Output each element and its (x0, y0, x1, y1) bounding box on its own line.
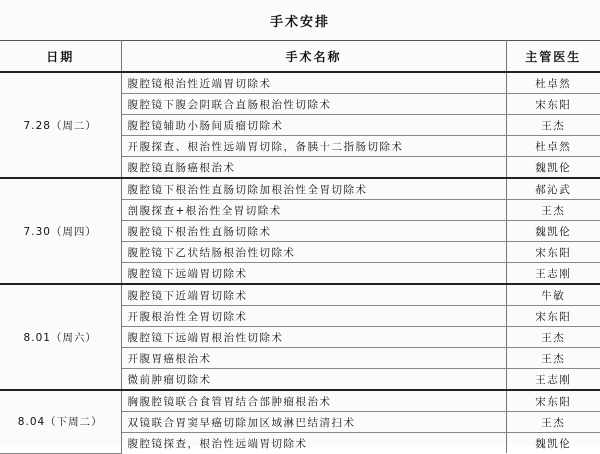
table-row (0, 390, 600, 412)
doctor-cell: 杜卓然 (506, 72, 600, 94)
date-cell: 8.04（下周二） (0, 390, 121, 453)
procedure-cell: 胸腹腔镜联合食管胃结合部肿瘤根治术 (121, 390, 506, 412)
table-row (0, 284, 600, 306)
procedure-cell: 腹腔镜下乙状结肠根治性切除术 (121, 242, 506, 263)
procedure-cell: 腹腔镜下根治性直肠切除术 (121, 221, 506, 242)
header-row (0, 41, 600, 73)
procedure-cell: 腹腔镜下近端胃切除术 (121, 284, 506, 306)
doctor-cell: 宋东阳 (506, 390, 600, 412)
procedure-cell: 腹腔镜下远端胃根治性切除术 (121, 327, 506, 348)
procedure-cell: 双镜联合胃窦早癌切除加区域淋巴结清扫术 (121, 412, 506, 433)
date-cell: 7.30（周四） (0, 178, 121, 284)
date-cell: 7.28（周二） (0, 72, 121, 178)
procedure-cell: 开腹胃癌根治术 (121, 348, 506, 369)
doctor-cell: 王志刚 (506, 369, 600, 391)
doctor-cell: 王志刚 (506, 263, 600, 285)
schedule-body (0, 72, 600, 453)
surgery-schedule-table (0, 40, 600, 454)
header-doctor: 主管医生 (506, 41, 600, 73)
date-cell: 8.01（周六） (0, 284, 121, 390)
doctor-cell: 王杰 (506, 327, 600, 348)
doctor-cell: 宋东阳 (506, 242, 600, 263)
procedure-cell: 腹腔镜下远端胃切除术 (121, 263, 506, 285)
doctor-cell: 宋东阳 (506, 306, 600, 327)
procedure-cell: 开腹根治性全胃切除术 (121, 306, 506, 327)
doctor-cell: 杜卓然 (506, 136, 600, 157)
procedure-cell: 腹腔镜下腹会阴联合直肠根治性切除术 (121, 94, 506, 115)
procedure-cell: 剖腹探查+根治性全胃切除术 (121, 200, 506, 221)
header-procedure: 手术名称 (121, 41, 506, 73)
table-row (0, 178, 600, 200)
doctor-cell: 宋东阳 (506, 94, 600, 115)
doctor-cell: 王杰 (506, 115, 600, 136)
header-date: 日期 (0, 41, 121, 73)
procedure-cell: 腹腔镜下根治性直肠切除加根治性全胃切除术 (121, 178, 506, 200)
doctor-cell: 王杰 (506, 412, 600, 433)
procedure-cell: 腹腔镜辅助小肠间质瘤切除术 (121, 115, 506, 136)
doctor-cell: 王杰 (506, 200, 600, 221)
title-row (0, 0, 600, 41)
procedure-cell: 腹腔镜根治性近端胃切除术 (121, 72, 506, 94)
table-row (0, 72, 600, 94)
procedure-cell: 腹腔镜探查，根治性远端胃切除术 (121, 433, 506, 454)
doctor-cell: 魏凯伦 (506, 157, 600, 179)
page-title: 手术安排 (269, 14, 330, 30)
procedure-cell: 腹腔镜直肠癌根治术 (121, 157, 506, 179)
doctor-cell: 魏凯伦 (506, 221, 600, 242)
doctor-cell: 王杰 (506, 348, 600, 369)
doctor-cell: 牛敏 (506, 284, 600, 306)
procedure-cell: 微前肿瘤切除术 (121, 369, 506, 391)
doctor-cell: 郝沁武 (506, 178, 600, 200)
doctor-cell: 魏凯伦 (535, 437, 572, 450)
procedure-cell: 开腹探查、根治性远端胃切除，备胰十二指肠切除术 (121, 136, 506, 157)
